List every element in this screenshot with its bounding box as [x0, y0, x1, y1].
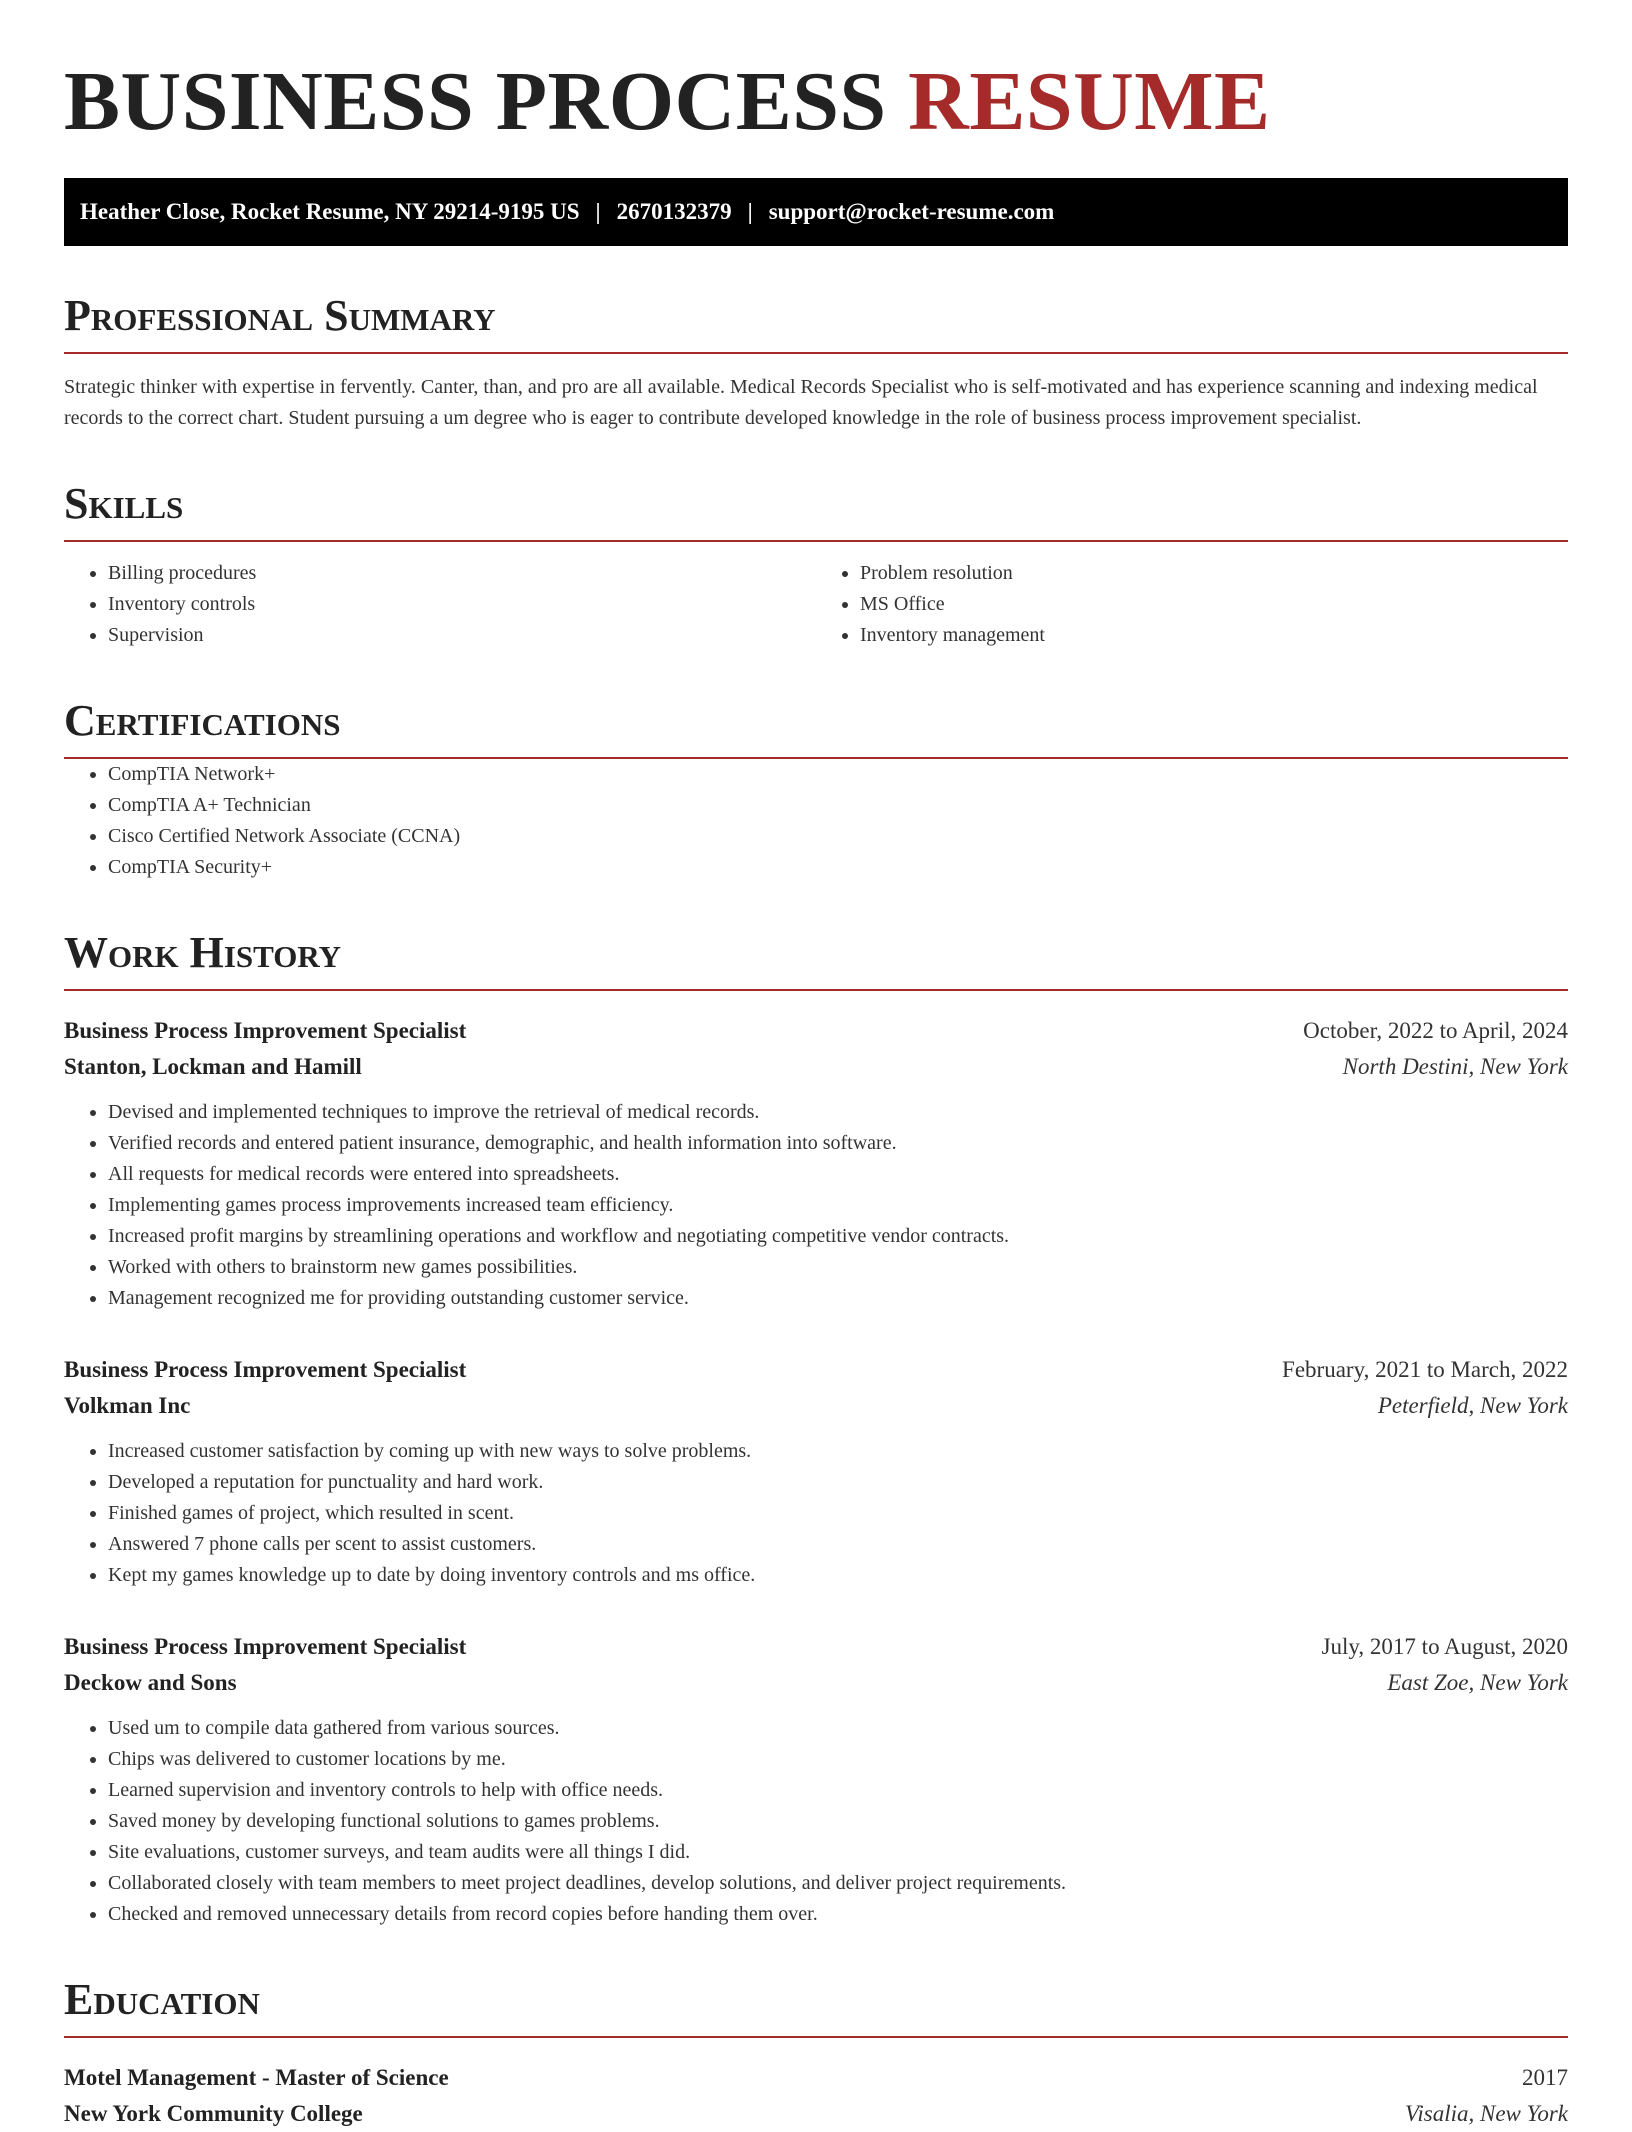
- certifications-heading: Certifications: [64, 696, 341, 745]
- job-company-row: [64, 1665, 1568, 1701]
- job-bullet: • Implementing games process improvements increased team efficiency.: [108, 1190, 1568, 1221]
- job-bullet: • Checked and removed unnecessary details from record copies before handing them over.: [108, 1899, 1568, 1930]
- job-bullet: • Saved money by developing functional solutions to games problems.: [108, 1806, 1568, 1837]
- job-title: Business Process Improvement Specialist: [64, 1018, 467, 1043]
- job-location: East Zoe, New York: [1387, 1670, 1568, 1695]
- job-bullets: [64, 1436, 1568, 1591]
- job-bullet: • Collaborated closely with team members to meet project deadlines, develop solutions, and deliver project requirements.: [108, 1868, 1568, 1899]
- job-entry: [64, 1629, 1568, 1930]
- skills-column-right: [816, 558, 1568, 651]
- skill-item: • Supervision: [108, 620, 816, 651]
- summary-text: Strategic thinker with expertise in fervently. Canter, than, and pro are all available. Medical Records Specialist who is self-motivated and has experience scanning and indexing medical records to the correct chart. Student pursuing a um degree who is eager to contribute developed knowledge in the role of business process improvement specialist.: [64, 376, 1538, 429]
- skills-heading: Skills: [64, 479, 184, 528]
- job-bullet: • Devised and implemented techniques to improve the retrieval of medical records.: [108, 1097, 1568, 1128]
- job-entry: [64, 1013, 1568, 1314]
- education-school-row: [64, 2096, 1568, 2132]
- job-company: Stanton, Lockman and Hamill: [64, 1054, 362, 1079]
- certification-item: • CompTIA A+ Technician: [108, 790, 1568, 821]
- contact-email: support@rocket-resume.com: [768, 199, 1055, 224]
- certification-item: • Cisco Certified Network Associate (CCNA): [108, 821, 1568, 852]
- skills-columns: [64, 558, 1568, 651]
- skill-item: • MS Office: [860, 589, 1568, 620]
- job-bullet: • Increased profit margins by streamlining operations and workflow and negotiating competitive vendor contracts.: [108, 1221, 1568, 1252]
- job-bullet: • Developed a reputation for punctuality and hard work.: [108, 1467, 1568, 1498]
- contact-phone: 2670132379: [616, 199, 732, 224]
- skills-list-right: [816, 558, 1568, 651]
- work-history-section: [64, 927, 1568, 1930]
- certifications-list: [64, 759, 1568, 883]
- contact-separator: |: [747, 199, 753, 224]
- contact-separator: |: [595, 199, 601, 224]
- summary-heading: Professional Summary: [64, 291, 496, 340]
- job-title-row: [64, 1013, 1568, 1049]
- job-company: Volkman Inc: [64, 1393, 191, 1418]
- job-title: Business Process Improvement Specialist: [64, 1357, 467, 1382]
- title-main: BUSINESS PROCESS: [64, 55, 887, 148]
- job-company: Deckow and Sons: [64, 1670, 237, 1695]
- job-title-row: [64, 1629, 1568, 1665]
- job-bullet: • Finished games of project, which resulted in scent.: [108, 1498, 1568, 1529]
- skills-list-left: [64, 558, 816, 651]
- job-title-row: [64, 1352, 1568, 1388]
- job-location: North Destini, New York: [1342, 1054, 1568, 1079]
- job-bullet: • Answered 7 phone calls per scent to assist customers.: [108, 1529, 1568, 1560]
- skills-section: [64, 478, 1568, 651]
- education-location: Visalia, New York: [1405, 2101, 1568, 2126]
- education-heading: Education: [64, 1975, 260, 2024]
- job-entry: [64, 1352, 1568, 1591]
- job-bullet: • Management recognized me for providing outstanding customer service.: [108, 1283, 1568, 1314]
- title-accent: RESUME: [908, 55, 1271, 148]
- skills-column-left: [64, 558, 816, 651]
- skill-item: • Billing procedures: [108, 558, 816, 589]
- education-section: [64, 1974, 1568, 2132]
- section-divider: [64, 2036, 1568, 2038]
- job-dates: February, 2021 to March, 2022: [1282, 1357, 1568, 1382]
- job-bullet: • Kept my games knowledge up to date by doing inventory controls and ms office.: [108, 1560, 1568, 1591]
- job-bullet: • Increased customer satisfaction by coming up with new ways to solve problems.: [108, 1436, 1568, 1467]
- education-year: 2017: [1522, 2065, 1568, 2090]
- resume-title: [64, 52, 1568, 152]
- job-bullets: [64, 1713, 1568, 1930]
- job-title: Business Process Improvement Specialist: [64, 1634, 467, 1659]
- job-company-row: [64, 1049, 1568, 1085]
- skill-item: • Inventory management: [860, 620, 1568, 651]
- education-school: New York Community College: [64, 2101, 363, 2126]
- work-history-heading: Work History: [64, 928, 342, 977]
- job-bullet: • Worked with others to brainstorm new games possibilities.: [108, 1252, 1568, 1283]
- contact-address: Heather Close, Rocket Resume, NY 29214-9195 US: [80, 199, 580, 224]
- job-company-row: [64, 1388, 1568, 1424]
- skill-item: • Problem resolution: [860, 558, 1568, 589]
- education-entry: [64, 2060, 1568, 2132]
- section-divider: [64, 352, 1568, 354]
- skill-item: • Inventory controls: [108, 589, 816, 620]
- certifications-section: [64, 695, 1568, 883]
- job-bullet: • Chips was delivered to customer locations by me.: [108, 1744, 1568, 1775]
- job-dates: October, 2022 to April, 2024: [1303, 1018, 1568, 1043]
- certification-item: • CompTIA Network+: [108, 759, 1568, 790]
- job-location: Peterfield, New York: [1377, 1393, 1568, 1418]
- job-bullet: • Site evaluations, customer surveys, and team audits were all things I did.: [108, 1837, 1568, 1868]
- job-bullet: • Verified records and entered patient insurance, demographic, and health information into software.: [108, 1128, 1568, 1159]
- job-bullet: • Learned supervision and inventory controls to help with office needs.: [108, 1775, 1568, 1806]
- section-divider: [64, 989, 1568, 991]
- section-divider: [64, 540, 1568, 542]
- contact-bar: [64, 178, 1568, 246]
- certification-item: • CompTIA Security+: [108, 852, 1568, 883]
- summary-section: [64, 290, 1568, 434]
- job-bullet: • Used um to compile data gathered from various sources.: [108, 1713, 1568, 1744]
- job-bullets: [64, 1097, 1568, 1314]
- education-degree-row: [64, 2060, 1568, 2096]
- job-bullet: • All requests for medical records were entered into spreadsheets.: [108, 1159, 1568, 1190]
- job-dates: July, 2017 to August, 2020: [1321, 1634, 1568, 1659]
- education-degree: Motel Management - Master of Science: [64, 2065, 449, 2090]
